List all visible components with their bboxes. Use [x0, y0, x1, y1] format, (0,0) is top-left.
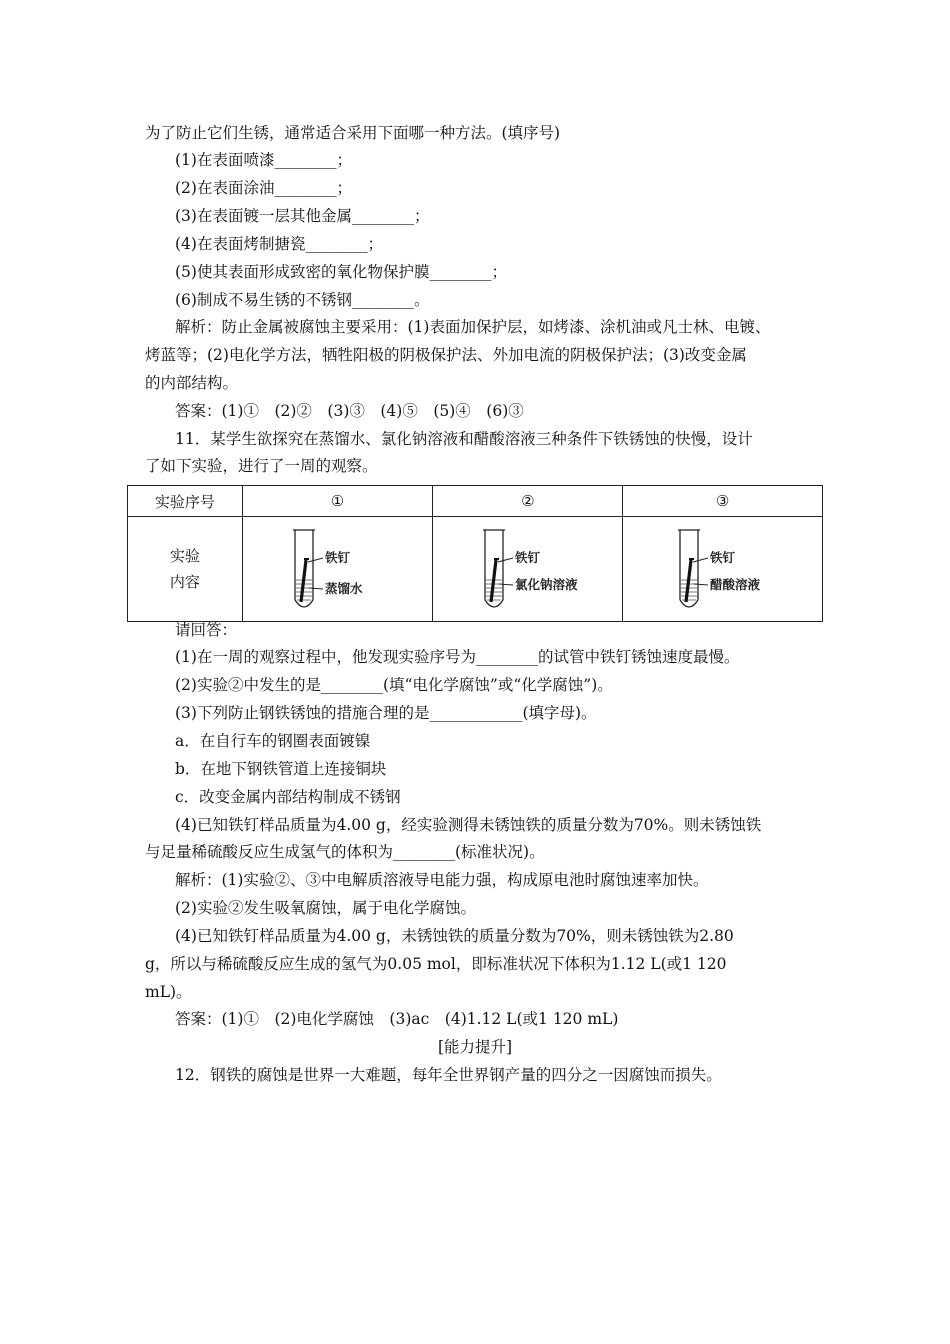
analysis-11-line-4: g，所以与稀硫酸反应生成的氢气为0.05 mol，即标准状况下体积为1.12 L(或1 120 [145, 955, 727, 973]
choice-b: b．在地下钢铁管道上连接铜块 [175, 760, 387, 778]
option-2: (2)在表面涂油________； [175, 179, 352, 197]
sub-question-3: (3)下列防止钢铁锈蚀的措施合理的是____________(填字母)。 [175, 704, 597, 722]
choice-a: a．在自行车的钢圈表面镀镍 [175, 732, 371, 750]
nail-label-3: 铁钉 [709, 550, 735, 565]
sub-question-2: (2)实验②中发生的是________(填“电化学腐蚀”或“化学腐蚀”)。 [175, 676, 613, 694]
tube-cell-1 [242, 517, 433, 622]
answer-11: 答案：(1)① (2)电化学腐蚀 (3)ac (4)1.12 L(或1 120 mL) [175, 1010, 619, 1028]
option-4: (4)在表面烤制搪瓷________； [175, 235, 383, 253]
tube-cell-2 [433, 517, 623, 622]
answer-line: 答案：(1)① (2)② (3)③ (4)⑤ (5)④ (6)③ [175, 402, 524, 420]
please-answer: 请回答： [175, 621, 238, 639]
choice-c: c．改变金属内部结构制成不锈钢 [175, 788, 401, 806]
content-label-line-1: 实验 [169, 547, 200, 565]
sub-question-1: (1)在一周的观察过程中，他发现实验序号为________的试管中铁钉锈蚀速度最慢。 [175, 648, 740, 666]
option-5: (5)使其表面形成致密的氧化物保护膜________； [175, 263, 507, 281]
question-11-line-2: 了如下实验，进行了一周的观察。 [145, 457, 378, 475]
liquid-label-3: 醋酸溶液 [709, 577, 760, 592]
test-tube-2-icon [463, 522, 593, 616]
test-tube-3-icon [658, 522, 788, 616]
analysis-line-1: 解析：防止金属被腐蚀主要采用：(1)表面加保护层，如烤漆、涂机油或凡士林、电镀、 [175, 318, 771, 336]
header-label: 实验序号 [128, 486, 243, 517]
content-label-cell [128, 517, 243, 622]
nail-label-1: 铁钉 [324, 550, 350, 565]
nail-label-2: 铁钉 [514, 550, 540, 565]
header-num-3: ③ [623, 486, 823, 517]
tube-cell-3 [623, 517, 823, 622]
liquid-label-1: 蒸馏水 [324, 581, 363, 596]
test-tube-1-icon [273, 522, 403, 616]
experiment-header-row [128, 486, 823, 517]
option-3: (3)在表面镀一层其他金属________； [175, 207, 430, 225]
header-num-1: ① [242, 486, 433, 517]
analysis-11-line-2: (2)实验②发生吸氧腐蚀，属于电化学腐蚀。 [175, 899, 476, 917]
header-num-2: ② [433, 486, 623, 517]
content-label-line-2: 内容 [169, 573, 200, 591]
option-1: (1)在表面喷漆________； [175, 151, 352, 169]
experiment-table [127, 485, 823, 622]
experiment-content-row [128, 517, 823, 622]
liquid-label-2: 氯化钠溶液 [514, 577, 578, 592]
sub-question-4-line-1: (4)已知铁钉样品质量为4.00 g，经实验测得未锈蚀铁的质量分数为70%。则未锈蚀铁 [175, 816, 762, 834]
analysis-line-3: 的内部结构。 [145, 374, 239, 392]
question-12: 12．钢铁的腐蚀是世界一大难题，每年全世界钢产量的四分之一因腐蚀而损失。 [175, 1066, 722, 1084]
question-11-line-1: 11．某学生欲探究在蒸馏水、氯化钠溶液和醋酸溶液三种条件下铁锈蚀的快慢，设计 [175, 430, 753, 448]
analysis-11-line-5: mL)。 [145, 983, 192, 1001]
analysis-11-line-3: (4)已知铁钉样品质量为4.00 g，未锈蚀铁的质量分数为70%，则未锈蚀铁为2.80 [175, 927, 734, 945]
question-intro: 为了防止它们生锈，通常适合采用下面哪一种方法。(填序号) [145, 124, 561, 142]
analysis-line-2: 烤蓝等；(2)电化学方法，牺牲阳极的阴极保护法、外加电流的阴极保护法；(3)改变金属 [145, 346, 747, 364]
analysis-11-line-1: 解析：(1)实验②、③中电解质溶液导电能力强，构成原电池时腐蚀速率加快。 [175, 871, 709, 889]
option-6: (6)制成不易生锈的不锈钢________。 [175, 291, 430, 309]
sub-question-4-line-2: 与足量稀硫酸反应生成氢气的体积为________(标准状况)。 [145, 843, 545, 861]
section-heading: [能力提升] [437, 1038, 513, 1056]
